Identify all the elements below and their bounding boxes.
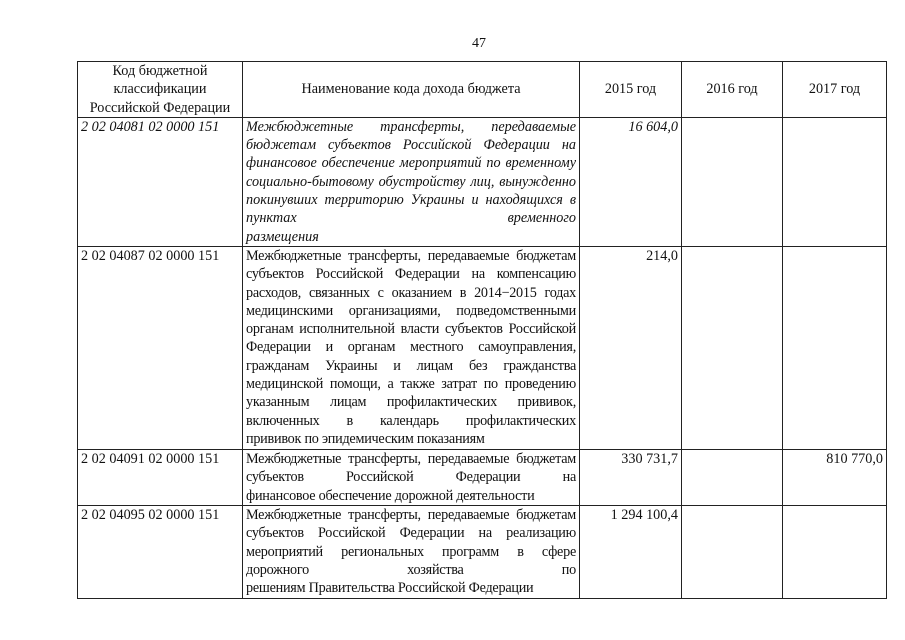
header-2017: 2017 год — [783, 62, 887, 118]
header-2015: 2015 год — [580, 62, 682, 118]
revenue-name-text: Межбюджетные трансферты, передаваемые бюджетам субъектов Российской Федерации на — [246, 450, 576, 486]
amount-2016-cell — [682, 449, 783, 505]
amount-2015-cell: 330 731,7 — [580, 449, 682, 505]
header-code: Код бюджетной классификации Российской Федерации — [78, 62, 243, 118]
revenue-name-cell — [243, 117, 580, 246]
table-row — [78, 117, 887, 246]
amount-2016-cell — [682, 505, 783, 598]
page-number: 47 — [472, 36, 486, 51]
table-row — [78, 246, 887, 449]
revenue-name-text: Межбюджетные трансферты, передаваемые бюджетам субъектов Российской Федерации на компенсацию расходов, связанных с оказанием в 2014−2015 годах медицинскими организациями, подведомственными органам исполнительной власти субъектов Российской Федерации и органам местного самоуправления, гражданам Украины и лицам без гражданства медицинской помощи, а также затрат по проведению указанным лицам профилактических прививок, включенных в календарь профилактических — [246, 247, 576, 429]
table-row — [78, 505, 887, 598]
revenue-name-text-last: прививок по эпидемическим показаниям — [246, 430, 485, 447]
amount-2015-cell: 16 604,0 — [580, 117, 682, 246]
table-row — [78, 449, 887, 505]
budget-code-cell: 2 02 04081 02 0000 151 — [78, 117, 243, 246]
amount-2017-cell — [783, 246, 887, 449]
amount-2017-cell — [783, 117, 887, 246]
budget-revenue-table — [77, 61, 887, 599]
amount-2016-cell — [682, 117, 783, 246]
table-header-row — [78, 62, 887, 118]
amount-2015-cell: 1 294 100,4 — [580, 505, 682, 598]
header-2016: 2016 год — [682, 62, 783, 118]
amount-2017-cell: 810 770,0 — [783, 449, 887, 505]
revenue-name-text-last: финансовое обеспечение дорожной деятельности — [246, 487, 535, 504]
revenue-name-cell — [243, 449, 580, 505]
revenue-name-text: Межбюджетные трансферты, передаваемые бюджетам субъектов Российской Федерации на финансовое обеспечение мероприятий по временному социально-бытовому обустройству лиц, вынужденно покинувших территорию Украины и находящихся в пунктах временного — [246, 118, 576, 227]
budget-code-cell: 2 02 04095 02 0000 151 — [78, 505, 243, 598]
revenue-name-text-last: размещения — [246, 228, 319, 245]
revenue-name-text-last: решениям Правительства Российской Федерации — [246, 580, 534, 597]
budget-code-cell: 2 02 04087 02 0000 151 — [78, 246, 243, 449]
header-name: Наименование кода дохода бюджета — [243, 62, 580, 118]
amount-2016-cell — [682, 246, 783, 449]
revenue-name-cell — [243, 246, 580, 449]
amount-2015-cell: 214,0 — [580, 246, 682, 449]
amount-2017-cell — [783, 505, 887, 598]
budget-code-cell: 2 02 04091 02 0000 151 — [78, 449, 243, 505]
revenue-name-text: Межбюджетные трансферты, передаваемые бюджетам субъектов Российской Федерации на реализацию мероприятий региональных программ в сфере дорожного хозяйства по — [246, 506, 576, 578]
revenue-name-cell — [243, 505, 580, 598]
